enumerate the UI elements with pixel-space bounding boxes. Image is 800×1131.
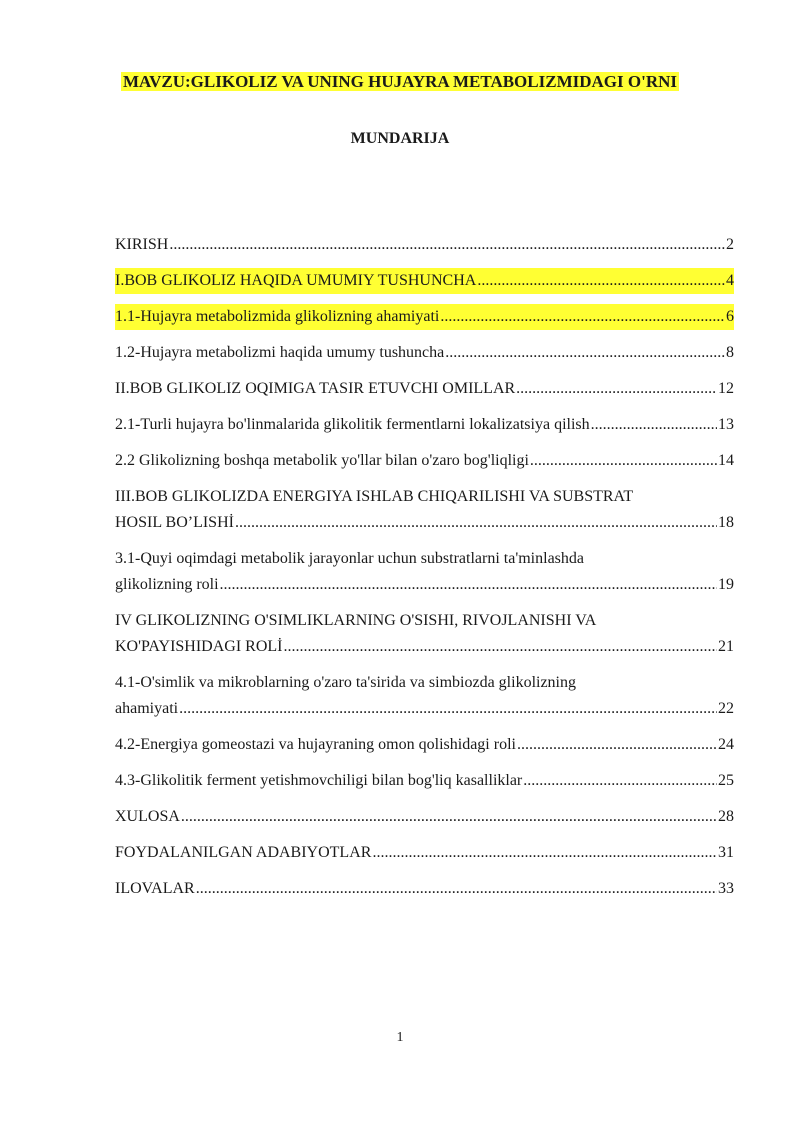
toc-entry-adabiyotlar[interactable]: [115, 840, 734, 866]
toc-entry-4-3[interactable]: [115, 768, 734, 794]
toc-entry-text: ILOVALAR: [115, 880, 195, 897]
toc-page-number: 13: [718, 416, 734, 433]
toc-entry-text-line1: 3.1-Quyi oqimdagi metabolik jarayonlar uchun substratlarni ta'minlashda: [115, 550, 584, 567]
toc-page-number: 19: [718, 576, 734, 593]
toc-page-number: 8: [726, 344, 734, 361]
toc-entry-text: KO'PAYISHIDAGI ROLİ: [115, 638, 283, 655]
toc-entry-1-2[interactable]: [115, 340, 734, 366]
toc-page-number: 6: [726, 308, 734, 325]
toc-entry-4-2[interactable]: [115, 732, 734, 758]
toc-entry-text: II.BOB GLIKOLIZ OQIMIGA TASIR ETUVCHI OMILLAR: [115, 380, 516, 397]
toc-page-number: 24: [718, 736, 734, 753]
toc-entry-1-1[interactable]: [115, 304, 734, 330]
page-number: 1: [396, 1030, 404, 1045]
toc-entry-text: XULOSA: [115, 808, 180, 825]
toc-page-number: 25: [718, 772, 734, 789]
toc-leader-dots: [440, 304, 725, 330]
toc-entry-text: 1.2-Hujayra metabolizmi haqida umumy tushuncha: [115, 344, 445, 361]
toc-entry-text: HOSIL BO’LISHİ: [115, 514, 234, 531]
toc-entry-text: I.BOB GLIKOLIZ HAQIDA UMUMIY TUSHUNCHA: [115, 272, 477, 289]
toc-entry-text: 4.2-Energiya gomeostazi va hujayraning omon qolishidagi roli: [115, 736, 516, 753]
toc-entry-text: glikolizning roli: [115, 576, 219, 593]
toc-page-number: 2: [726, 236, 734, 253]
toc-entry-chapter-2[interactable]: [115, 376, 734, 402]
toc-entry-text-line1: 4.1-O'simlik va mikroblarning o'zaro ta'sirida va simbiozda glikolizning: [115, 674, 576, 691]
toc-page-number: 4: [726, 272, 734, 289]
toc-entry-text: 2.2 Glikolizning boshqa metabolik yo'llar bilan o'zaro bog'liqligi: [115, 452, 529, 469]
toc-leader-dots: [445, 340, 725, 366]
toc-entry-text: 2.1-Turli hujayra bo'linmalarida glikolitik fermentlarni lokalizatsiya qilish: [115, 416, 590, 433]
toc-leader-dots: [530, 448, 717, 474]
toc-entry-text: 4.3-Glikolitik ferment yetishmovchiligi bilan bog'liq kasalliklar: [115, 772, 523, 789]
toc-leader-dots: [523, 768, 717, 794]
toc-leader-dots: [477, 268, 725, 294]
toc-page-number: 14: [718, 452, 734, 469]
toc-page-number: 22: [718, 700, 734, 717]
toc-leader-dots: [220, 572, 717, 598]
toc-heading: MUNDARIJA: [350, 130, 450, 147]
document-title: [0, 70, 800, 94]
toc-leader-dots: [235, 510, 717, 536]
toc-page-number: 33: [718, 880, 734, 897]
toc-leader-dots: [169, 232, 725, 258]
toc-entry-text: FOYDALANILGAN ADABIYOTLAR: [115, 844, 372, 861]
toc-page-number: 28: [718, 808, 734, 825]
toc-entry-chapter-4[interactable]: [115, 608, 734, 660]
toc-leader-dots: [179, 696, 717, 722]
toc-entry-2-1[interactable]: [115, 412, 734, 438]
toc-leader-dots: [181, 804, 717, 830]
toc-entry-4-1[interactable]: [115, 670, 734, 722]
toc-entry-text: ahamiyati: [115, 700, 179, 717]
toc-leader-dots: [372, 840, 717, 866]
toc-page-number: 18: [718, 514, 734, 531]
toc-entry-2-2[interactable]: [115, 448, 734, 474]
toc-leader-dots: [517, 732, 717, 758]
toc-entry-3-1[interactable]: [115, 546, 734, 598]
toc-leader-dots: [284, 634, 718, 660]
toc-leader-dots: [591, 412, 717, 438]
toc-entry-text: 1.1-Hujayra metabolizmida glikolizning ahamiyati: [115, 308, 440, 325]
toc-page-number: 12: [718, 380, 734, 397]
toc-page-number: 21: [718, 638, 734, 655]
table-of-contents: [115, 232, 734, 912]
toc-entry-text-line1: IV GLIKOLIZNING O'SIMLIKLARNING O'SISHI, RIVOJLANISHI VA: [115, 612, 597, 629]
toc-entry-text: KIRISH: [115, 236, 169, 253]
toc-page-number: 31: [718, 844, 734, 861]
toc-leader-dots: [196, 876, 717, 902]
toc-leader-dots: [516, 376, 717, 402]
toc-entry-xulosa[interactable]: [115, 804, 734, 830]
toc-entry-text-line1: III.BOB GLIKOLIZDA ENERGIYA ISHLAB CHIQARILISHI VA SUBSTRAT: [115, 488, 634, 505]
toc-entry-kirish[interactable]: [115, 232, 734, 258]
document-title-text: MAVZU:GLIKOLIZ VA UNING HUJAYRA METABOLIZMIDAGI O'RNI: [122, 72, 677, 91]
toc-entry-ilovalar[interactable]: [115, 876, 734, 902]
toc-entry-chapter-1[interactable]: [115, 268, 734, 294]
toc-entry-chapter-3[interactable]: [115, 484, 734, 536]
